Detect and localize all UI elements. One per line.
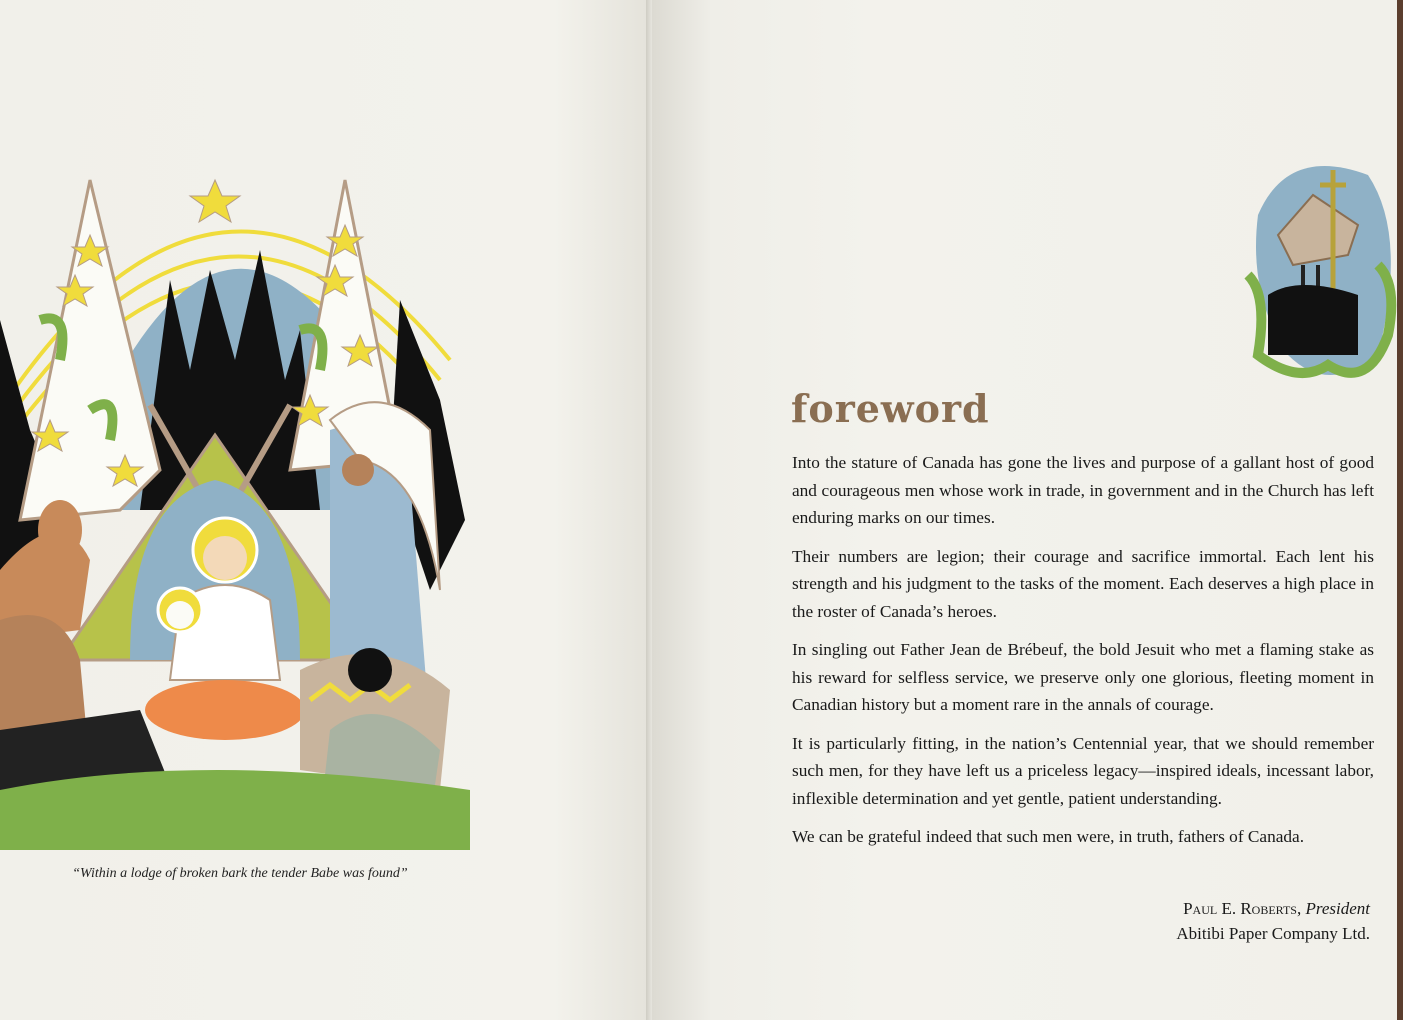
foreword-paragraph: It is particularly fitting, in the nation’s Centennial year, that we should remember such men, for they have left us a priceless legacy—inspired ideals, incessant labor, inflexible determination and yet gentle, patient understanding. xyxy=(792,733,1374,808)
foreword-heading: foreword xyxy=(791,386,990,431)
nativity-illustration xyxy=(0,170,470,850)
signature-block: Paul E. Roberts, President Abitibi Paper Company Ltd. xyxy=(1100,896,1370,946)
foreword-paragraph: Into the stature of Canada has gone the lives and purpose of a gallant host of good and courageous men whose work in trade, in government and in the Church has left enduring marks on our times. xyxy=(792,453,1374,527)
foreword-body xyxy=(792,449,1374,862)
book-cover-edge xyxy=(1397,0,1403,1020)
signer-title: President xyxy=(1305,899,1370,918)
foreword-paragraph: In singling out Father Jean de Brébeuf, the bold Jesuit who met a flaming stake as his reward for selfless service, we preserve only one glorious, fleeting moment in Canadian history but a moment rare in the annals of courage. xyxy=(792,640,1374,714)
illustration-caption: “Within a lodge of broken bark the tender Babe was found” xyxy=(72,866,408,881)
signer-company: Abitibi Paper Company Ltd. xyxy=(1176,924,1370,943)
foreword-paragraph: Their numbers are legion; their courage and sacrifice immortal. Each lent his strength and his judgment to the tasks of the moment. Each deserves a high place in the roster of Canada’s heroes. xyxy=(792,546,1374,621)
left-page xyxy=(0,0,652,1020)
mission-vignette xyxy=(1238,155,1398,390)
foreword-paragraph: We can be grateful indeed that such men were, in truth, fathers of Canada. xyxy=(792,827,1305,846)
signer-name: Paul E. Roberts xyxy=(1183,899,1297,918)
